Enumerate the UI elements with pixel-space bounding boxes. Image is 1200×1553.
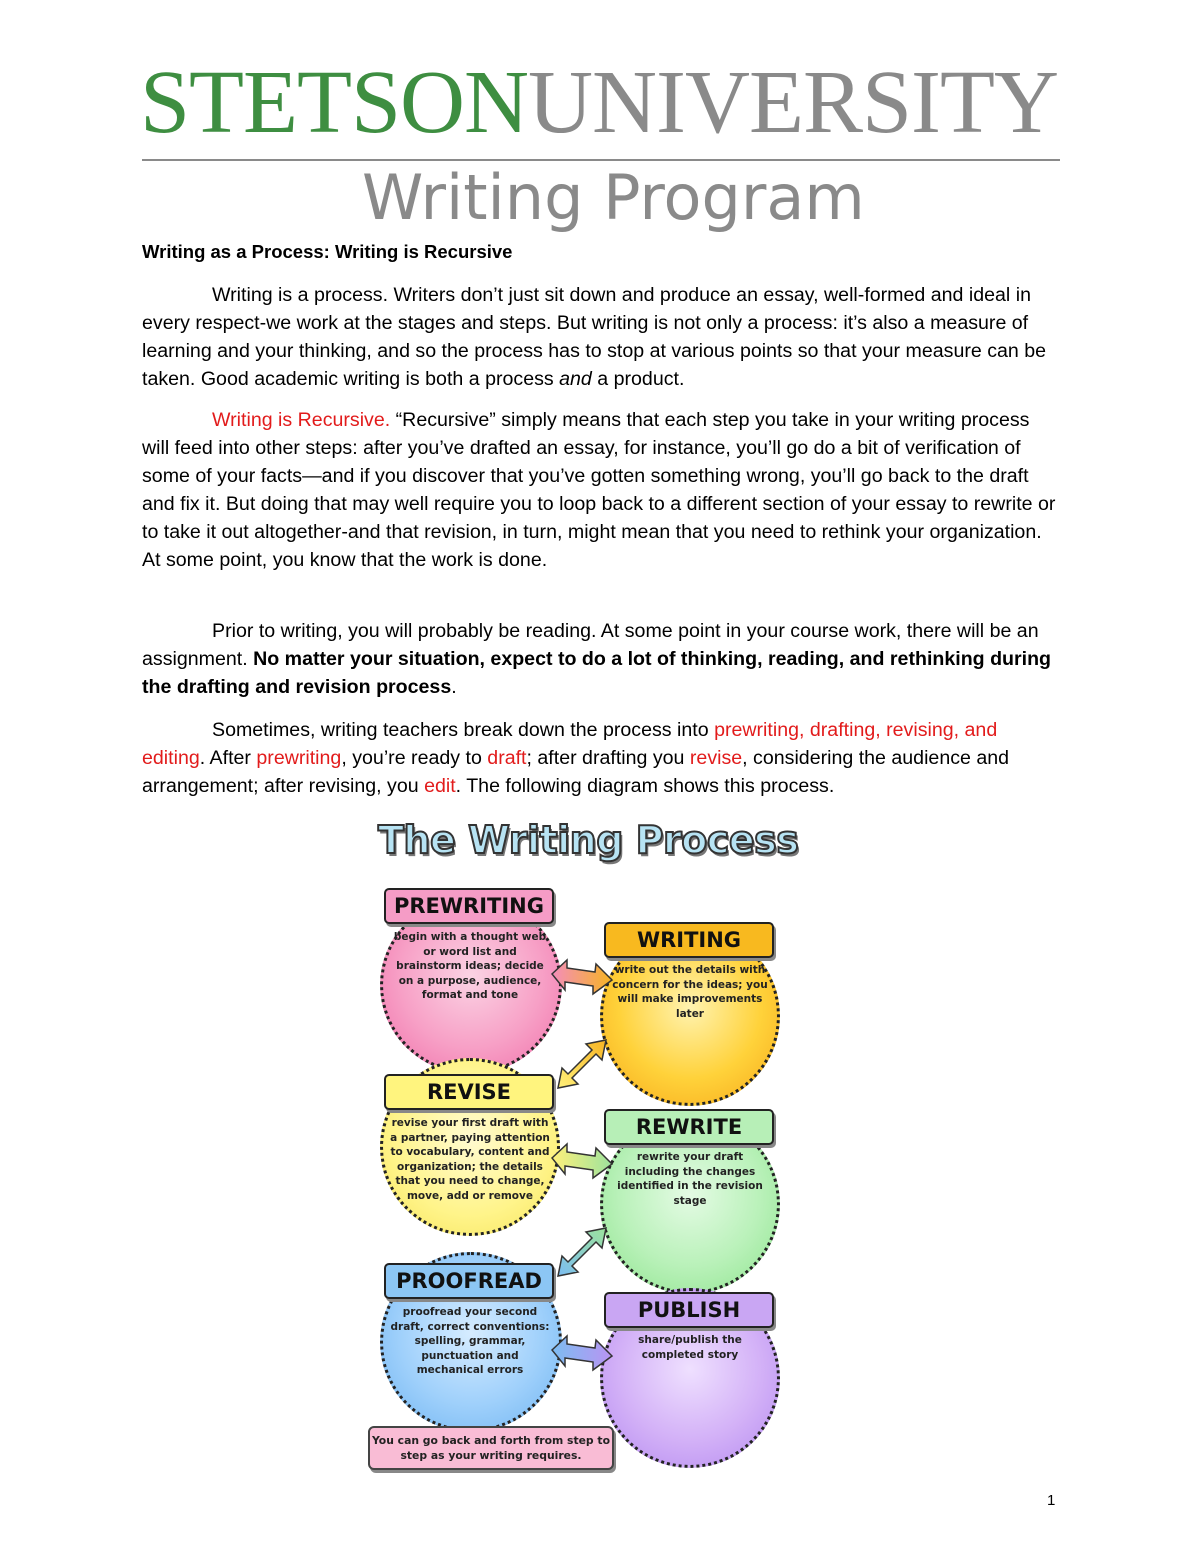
p4-revise: revise — [689, 747, 743, 769]
p4-draft: draft — [487, 747, 527, 769]
brand-primary: STETSON — [140, 53, 529, 152]
diagram-note: You can go back and forth from step to step as your writing requires. — [368, 1426, 614, 1470]
p4-text: . The following diagram shows this process. — [455, 775, 835, 797]
writing-label: WRITING — [604, 922, 774, 958]
document-title: Writing as a Process: Writing is Recursive — [142, 241, 513, 262]
paragraph-3 — [142, 617, 1060, 701]
p4-text: , you’re ready to — [341, 747, 488, 769]
revise-label: REVISE — [384, 1074, 554, 1110]
paragraph-4 — [142, 716, 1060, 800]
p4-prewriting: prewriting — [256, 747, 342, 769]
rewrite-label: REWRITE — [604, 1109, 774, 1145]
p4-text: Sometimes, writing teachers break down the process into — [212, 719, 715, 741]
p3-text-end: . — [451, 676, 457, 698]
publish-label: PUBLISH — [604, 1292, 774, 1328]
paragraph-2 — [142, 406, 1060, 574]
proofread-description: proofread your second draft, correct conventions: spelling, grammar, punctuation and mechanical errors — [390, 1306, 550, 1376]
p2-highlight: Writing is Recursive. — [212, 409, 391, 431]
publish-description: share/publish the completed story — [638, 1334, 742, 1361]
arrow-revise-rewrite — [552, 1144, 612, 1178]
rewrite-description: rewrite your draft including the changes identified in the revision stage — [617, 1151, 763, 1207]
p1-text: Writing is a process. Writers don’t just sit down and produce an essay, well-formed and ideal in every respect-we work at the stages and steps. But writing is not only a process: it’s also a measure of learning and your thinking, and so the process has to stop at various points so that your measure can be taken. Good academic writing is both a process — [142, 284, 1047, 390]
arrow-proofread-publish — [552, 1336, 612, 1370]
prewriting-label: PREWRITING — [384, 888, 554, 924]
page-number: 1 — [1047, 1492, 1056, 1509]
arrow-proofread-rewrite — [558, 1228, 606, 1276]
p3-bold: No matter your situation, expect to do a lot of thinking, reading, and rethinking during the drafting and revision process — [142, 648, 1052, 698]
university-logo — [140, 53, 1070, 152]
writing-process-diagram — [360, 818, 799, 1478]
p4-stages: prewriting, drafting, revising, and editing — [142, 719, 998, 769]
p1-emphasis: and — [559, 368, 592, 390]
p4-text: , considering the audience and arrangement; after revising, you — [142, 747, 1010, 797]
prewriting-description: begin with a thought web or word list and brainstorm ideas; decide on a purpose, audience, format and tone — [393, 931, 547, 1001]
writing-description: write out the details with concern for the ideas; you will make improvements later — [612, 964, 768, 1020]
p4-edit: edit — [424, 775, 456, 797]
p3-text: Prior to writing, you will probably be reading. At some point in your course work, there will be an assignment. — [142, 620, 1039, 670]
p2-text: “Recursive” simply means that each step you take in your writing process will feed into other steps: after you’ve drafted an essay, for instance, you’ll go do a bit of verification of some of your facts—and if you discover that you’ve gotten something wrong, you’ll go back to the draft and fix it. But doing that may well require you to loop back to a different section of your essay to rewrite or to take it out altogether-and that revision, in turn, might mean that you need to rethink your organization. At some point, you know that the work is done. — [142, 409, 1056, 571]
arrow-prewriting-writing — [552, 960, 612, 994]
revise-description: revise your first draft with a partner, paying attention to vocabulary, content and organization; the details that you need to change, move, add or remove — [390, 1117, 550, 1202]
paragraph-1 — [142, 281, 1060, 393]
p4-text: ; after drafting you — [526, 747, 690, 769]
arrow-writing-revise — [558, 1040, 606, 1088]
program-name: Writing Program — [362, 161, 865, 234]
brand-secondary: UNIVERSITY — [528, 53, 1058, 152]
diagram-title: The Writing Process — [378, 818, 799, 862]
p4-text: . After — [199, 747, 257, 769]
p1-text-end: a product. — [591, 368, 685, 390]
proofread-label: PROOFREAD — [384, 1263, 554, 1299]
